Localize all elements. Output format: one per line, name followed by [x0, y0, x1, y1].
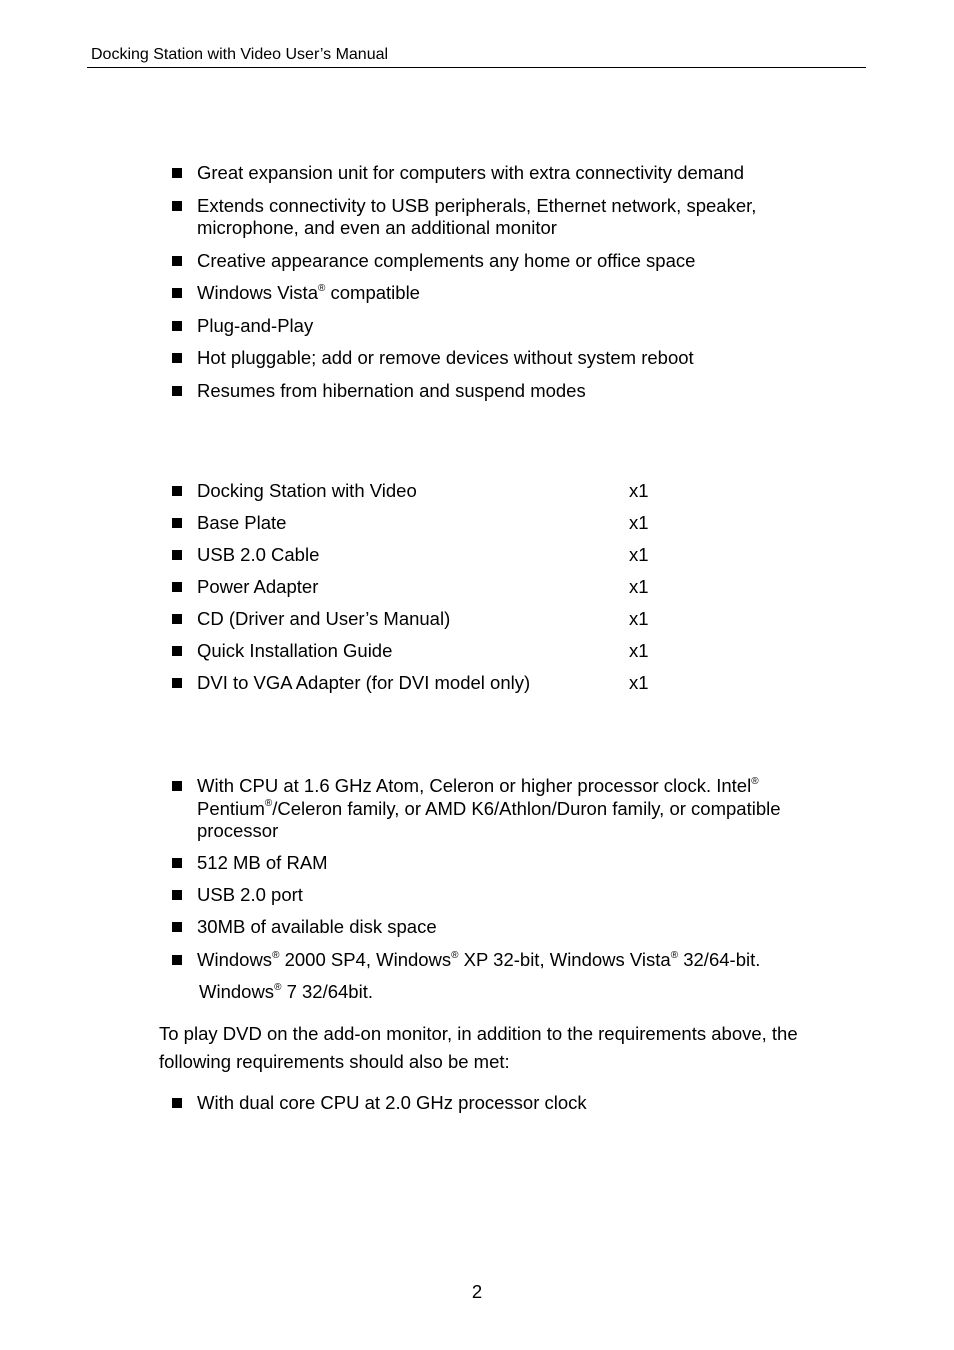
square-bullet-icon [172, 288, 182, 298]
registered-mark: ® [751, 775, 759, 787]
package-item-name: DVI to VGA Adapter (for DVI model only) [197, 672, 531, 693]
requirement-disk: 30MB of available disk space [170, 916, 781, 939]
list-item: With dual core CPU at 2.0 GHz processor clock [170, 1092, 587, 1115]
square-bullet-icon [172, 168, 182, 178]
square-bullet-icon [172, 386, 182, 396]
square-bullet-icon [172, 922, 182, 932]
list-item: Great expansion unit for computers with extra connectivity demand [170, 162, 756, 185]
package-item-name: Docking Station with Video [197, 480, 417, 501]
square-bullet-icon [172, 582, 182, 592]
list-item: Plug-and-Play [170, 315, 756, 338]
header-rule [87, 67, 866, 68]
registered-mark: ® [451, 949, 459, 961]
package-item-qty: x1 [629, 480, 649, 501]
square-bullet-icon [172, 646, 182, 656]
system-requirements-list [170, 775, 781, 1008]
package-contents-list [170, 480, 649, 695]
list-item: Windows Vista® compatible [170, 282, 756, 305]
square-bullet-icon [172, 353, 182, 363]
package-item-qty: x1 [629, 640, 649, 661]
package-item-name: Base Plate [197, 512, 287, 533]
registered-mark: ® [272, 949, 280, 961]
list-item: Extends connectivity to USB peripherals, Ethernet network, speaker, microphone, and even an additional monitor [170, 195, 756, 240]
features-list [170, 162, 756, 402]
square-bullet-icon [172, 890, 182, 900]
package-item-qty: x1 [629, 512, 649, 533]
package-item-name: Power Adapter [197, 576, 319, 597]
package-item [170, 576, 649, 599]
package-item-qty: x1 [629, 576, 649, 597]
package-item-name: CD (Driver and User’s Manual) [197, 608, 451, 629]
registered-mark: ® [317, 282, 326, 294]
requirement-ram: 512 MB of RAM [170, 852, 781, 875]
square-bullet-icon [172, 781, 182, 791]
requirement-cpu: With CPU at 1.6 GHz Atom, Celeron or higher processor clock. Intel® Pentium®/Celeron family, or AMD K6/Athlon/Duron family, or compatible processor [170, 775, 781, 843]
square-bullet-icon [172, 550, 182, 560]
square-bullet-icon [172, 955, 182, 965]
dvd-note-paragraph: To play DVD on the add-on monitor, in addition to the requirements above, the following requirements should also be met: [159, 1023, 798, 1072]
registered-mark: ® [274, 981, 282, 993]
square-bullet-icon [172, 614, 182, 624]
list-item: Creative appearance complements any home or office space [170, 250, 756, 273]
package-item [170, 608, 649, 631]
square-bullet-icon [172, 858, 182, 868]
requirement-usb: USB 2.0 port [170, 884, 781, 907]
package-item [170, 480, 649, 503]
list-item: Resumes from hibernation and suspend modes [170, 380, 756, 403]
square-bullet-icon [172, 201, 182, 211]
package-item [170, 672, 649, 695]
package-item-qty: x1 [629, 544, 649, 565]
square-bullet-icon [172, 1098, 182, 1108]
package-item-name: Quick Installation Guide [197, 640, 393, 661]
square-bullet-icon [172, 321, 182, 331]
package-item [170, 512, 649, 535]
page-number: 2 [471, 1281, 483, 1302]
registered-mark: ® [670, 949, 679, 961]
package-item [170, 544, 649, 567]
list-item: Hot pluggable; add or remove devices without system reboot [170, 347, 756, 370]
running-header: Docking Station with Video User’s Manual [91, 46, 389, 63]
square-bullet-icon [172, 486, 182, 496]
square-bullet-icon [172, 518, 182, 528]
requirement-os: Windows® 2000 SP4, Windows® XP 32-bit, Windows Vista® 32/64-bit. Windows® 7 32/64bit. [170, 944, 781, 1008]
square-bullet-icon [172, 678, 182, 688]
registered-mark: ® [264, 798, 273, 810]
package-item-name: USB 2.0 Cable [197, 544, 320, 565]
square-bullet-icon [172, 256, 182, 266]
package-item-qty: x1 [629, 608, 649, 629]
dvd-requirements-list [170, 1092, 587, 1115]
package-item [170, 640, 649, 663]
package-item-qty: x1 [629, 672, 649, 693]
